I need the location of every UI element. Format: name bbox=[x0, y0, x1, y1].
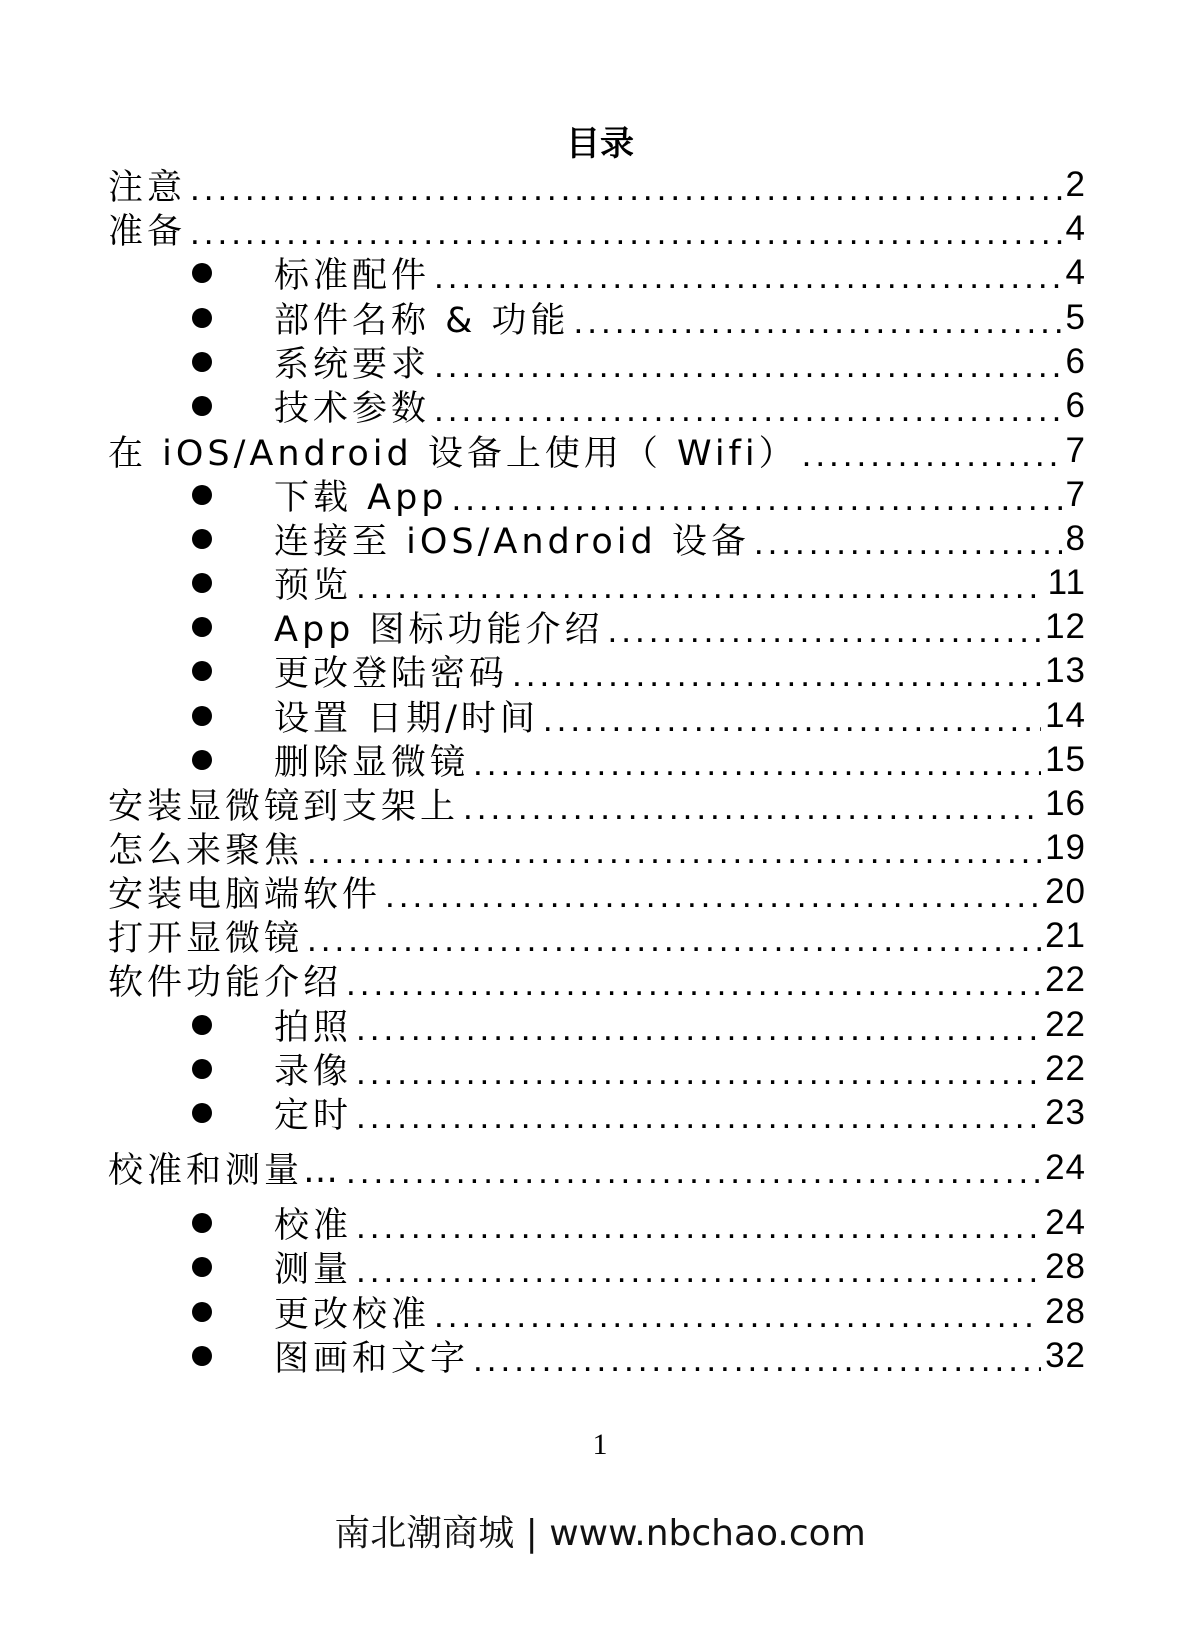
dot-leader bbox=[434, 1290, 1041, 1334]
dot-leader bbox=[754, 517, 1062, 561]
bullet-icon bbox=[192, 1015, 212, 1035]
toc-entry-label: 连接至 iOS/Android 设备 bbox=[274, 522, 750, 562]
bullet-icon bbox=[192, 485, 212, 505]
dot-leader bbox=[512, 649, 1041, 693]
toc-entry-page: 22 bbox=[1045, 1005, 1086, 1044]
dot-leader bbox=[452, 473, 1062, 517]
dot-leader bbox=[190, 207, 1062, 251]
toc-entry[interactable] bbox=[190, 1334, 1086, 1378]
toc-entry-label: 测量 bbox=[274, 1250, 353, 1290]
toc-entry[interactable] bbox=[108, 870, 1086, 914]
toc-entry-label: 更改登陆密码 bbox=[274, 654, 509, 694]
toc-entry-label: 怎么来聚焦 bbox=[108, 831, 304, 871]
toc-entry-label: 注意 bbox=[108, 168, 187, 208]
bullet-icon bbox=[192, 1059, 212, 1079]
toc-entry-page: 28 bbox=[1045, 1247, 1086, 1286]
toc-entry[interactable] bbox=[190, 1201, 1086, 1245]
dot-leader bbox=[434, 340, 1062, 384]
dot-leader bbox=[802, 429, 1062, 473]
toc-entry-label: 定时 bbox=[274, 1096, 353, 1136]
toc-entry-page: 4 bbox=[1065, 253, 1086, 292]
toc-entry-page: 24 bbox=[1045, 1148, 1086, 1187]
toc-entry[interactable] bbox=[108, 429, 1086, 473]
toc-entry-label: 校准 bbox=[274, 1206, 353, 1246]
bullet-icon bbox=[192, 1213, 212, 1233]
toc-entry-page: 11 bbox=[1047, 563, 1086, 602]
dot-leader bbox=[608, 605, 1042, 649]
toc-entry-page: 32 bbox=[1045, 1336, 1086, 1375]
bullet-icon bbox=[192, 1346, 212, 1366]
toc-entry-label: 拍照 bbox=[274, 1008, 353, 1048]
dot-leader bbox=[356, 1245, 1041, 1289]
toc-entry-label: 安装电脑端软件 bbox=[108, 875, 382, 915]
toc-entry[interactable] bbox=[190, 384, 1086, 428]
toc-entry-label: 删除显微镜 bbox=[274, 743, 470, 783]
toc-entry-page: 5 bbox=[1065, 298, 1086, 337]
toc-entry-label: 更改校准 bbox=[274, 1295, 431, 1335]
dot-leader bbox=[356, 561, 1044, 605]
toc-entry-label: 标准配件 bbox=[274, 256, 431, 296]
dot-leader bbox=[356, 1091, 1041, 1135]
toc-entry[interactable] bbox=[190, 517, 1086, 561]
toc-entry[interactable] bbox=[190, 251, 1086, 295]
bullet-icon bbox=[192, 529, 212, 549]
dot-leader bbox=[385, 870, 1041, 914]
toc-entry-label: 校准和测量… bbox=[108, 1151, 343, 1191]
dot-leader bbox=[543, 694, 1041, 738]
dot-leader bbox=[346, 1146, 1041, 1190]
toc-entry[interactable] bbox=[190, 605, 1086, 649]
bullet-icon bbox=[192, 573, 212, 593]
bullet-icon bbox=[192, 352, 212, 372]
toc-entry[interactable] bbox=[190, 296, 1086, 340]
toc-entry-label: 设置 日期/时间 bbox=[274, 699, 539, 739]
bullet-icon bbox=[192, 308, 212, 328]
toc-entry-label: 系统要求 bbox=[274, 345, 431, 385]
toc-entry[interactable] bbox=[190, 649, 1086, 693]
toc-entry-page: 2 bbox=[1065, 165, 1086, 204]
toc-entry-page: 16 bbox=[1045, 784, 1086, 823]
toc-entry-page: 15 bbox=[1045, 740, 1086, 779]
toc-entry-label: 部件名称 & 功能 bbox=[274, 301, 570, 341]
toc-entry[interactable] bbox=[108, 914, 1086, 958]
dot-leader bbox=[574, 296, 1062, 340]
footer-watermark: 南北潮商城 | www.nbchao.com bbox=[334, 1513, 866, 1554]
toc-entry-page: 12 bbox=[1045, 607, 1086, 646]
toc-entry[interactable] bbox=[190, 738, 1086, 782]
toc-entry-page: 22 bbox=[1045, 1049, 1086, 1088]
toc-entry-page: 28 bbox=[1045, 1292, 1086, 1331]
toc-entry-label: 安装显微镜到支架上 bbox=[108, 787, 460, 827]
toc-entry-page: 6 bbox=[1065, 342, 1086, 381]
bullet-icon bbox=[192, 263, 212, 283]
dot-leader bbox=[473, 738, 1041, 782]
toc-entry-label: 录像 bbox=[274, 1052, 353, 1092]
toc-entry-label: App 图标功能介绍 bbox=[274, 610, 604, 650]
dot-leader bbox=[356, 1047, 1041, 1091]
toc-entry-label: 图画和文字 bbox=[274, 1339, 470, 1379]
toc-entry[interactable] bbox=[190, 1290, 1086, 1334]
page-title: 目录 bbox=[566, 124, 634, 164]
toc-entry[interactable] bbox=[108, 958, 1086, 1002]
dot-leader bbox=[190, 163, 1062, 207]
bullet-icon bbox=[192, 1257, 212, 1277]
toc-entry-page: 8 bbox=[1065, 519, 1086, 558]
dot-leader bbox=[434, 384, 1062, 428]
toc-entry-page: 13 bbox=[1045, 651, 1086, 690]
toc-entry-label: 预览 bbox=[274, 566, 353, 606]
bullet-icon bbox=[192, 661, 212, 681]
toc-entry-page: 21 bbox=[1045, 916, 1086, 955]
toc-entry[interactable] bbox=[108, 782, 1086, 826]
bullet-icon bbox=[192, 750, 212, 770]
toc-entry[interactable] bbox=[190, 561, 1086, 605]
dot-leader bbox=[463, 782, 1041, 826]
bullet-icon bbox=[192, 706, 212, 726]
toc-entry-label: 软件功能介绍 bbox=[108, 963, 343, 1003]
dot-leader bbox=[356, 1003, 1041, 1047]
bullet-icon bbox=[192, 617, 212, 637]
toc-entry-page: 23 bbox=[1045, 1093, 1086, 1132]
dot-leader bbox=[434, 251, 1062, 295]
toc-entry-page: 4 bbox=[1065, 209, 1086, 248]
bullet-icon bbox=[192, 1302, 212, 1322]
toc-entry-page: 6 bbox=[1065, 386, 1086, 425]
toc-entry-label: 打开显微镜 bbox=[108, 919, 304, 959]
toc-entry-label: 在 iOS/Android 设备上使用（ Wifi） bbox=[108, 434, 798, 474]
toc-entry[interactable] bbox=[190, 1245, 1086, 1289]
bullet-icon bbox=[192, 1103, 212, 1123]
toc-entry-page: 20 bbox=[1045, 872, 1086, 911]
toc-entry-page: 14 bbox=[1045, 696, 1086, 735]
toc-entry-label: 下载 App bbox=[274, 478, 448, 518]
toc-entry-page: 7 bbox=[1065, 475, 1086, 514]
dot-leader bbox=[346, 958, 1041, 1002]
dot-leader bbox=[307, 826, 1041, 870]
toc-entry-page: 24 bbox=[1045, 1203, 1086, 1242]
toc-entry[interactable] bbox=[190, 340, 1086, 384]
dot-leader bbox=[307, 914, 1041, 958]
bullet-icon bbox=[192, 396, 212, 416]
toc-entry[interactable] bbox=[190, 1091, 1086, 1135]
toc-entry-label: 技术参数 bbox=[274, 389, 431, 429]
toc-entry[interactable] bbox=[108, 207, 1086, 251]
toc-entry[interactable] bbox=[190, 1003, 1086, 1047]
toc-entry-label: 准备 bbox=[108, 212, 187, 252]
toc-entry[interactable] bbox=[108, 1146, 1086, 1190]
toc-entry[interactable] bbox=[190, 694, 1086, 738]
toc-entry[interactable] bbox=[108, 163, 1086, 207]
toc-entry-page: 19 bbox=[1045, 828, 1086, 867]
page-number: 1 bbox=[592, 1428, 608, 1461]
dot-leader bbox=[356, 1201, 1041, 1245]
toc-entry[interactable] bbox=[190, 473, 1086, 517]
dot-leader bbox=[473, 1334, 1041, 1378]
toc-entry-page: 22 bbox=[1045, 960, 1086, 999]
toc-entry-page: 7 bbox=[1065, 431, 1086, 470]
toc-entry[interactable] bbox=[108, 826, 1086, 870]
toc-entry[interactable] bbox=[190, 1047, 1086, 1091]
